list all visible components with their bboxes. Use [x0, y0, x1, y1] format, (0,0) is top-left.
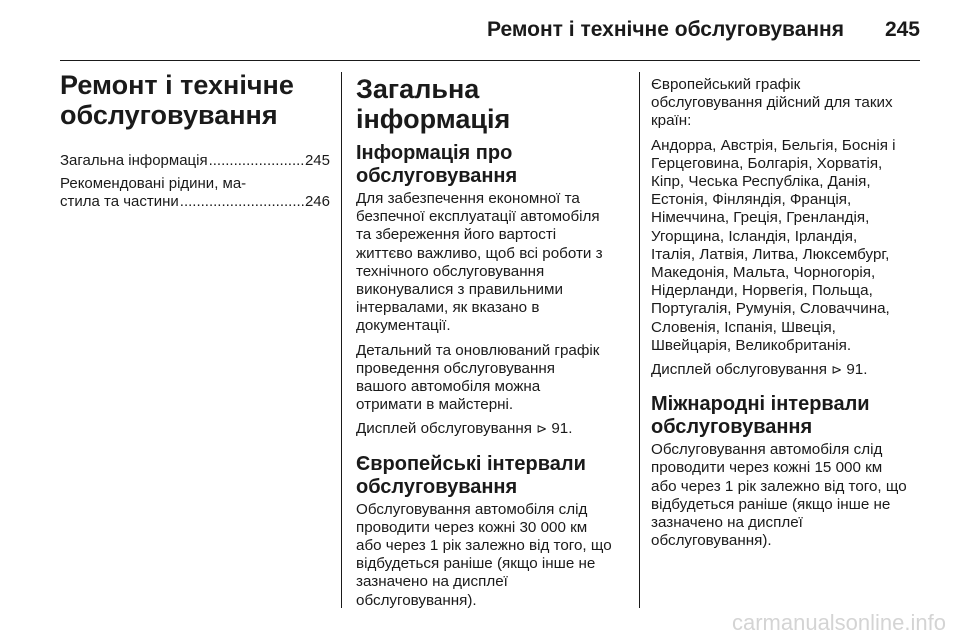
- chapter-title-line: Ремонт і технічне: [60, 70, 294, 100]
- toc-entry-page: 245: [304, 152, 330, 169]
- toc-entry-label: Рекомендовані рідини, ма-: [60, 175, 247, 192]
- section-title: Загальна інформація: [356, 74, 511, 134]
- subsection-title-european-intervals: [356, 453, 628, 499]
- content-column-right: [651, 76, 923, 556]
- column-divider-left: [341, 72, 342, 608]
- paragraph-service-importance: Для забезпечення економної та безпечної експлуатації автомобіля та збереження його вартості життєво важливо, щоб всі роботи з технічного обслуговування виконувалися з правильними інтервалами, як вказано в документації.: [356, 190, 603, 335]
- subsection-title-line: Міжнародні інтервали: [651, 393, 870, 416]
- page-number: 245: [884, 18, 920, 41]
- subsection-title-international-intervals: [651, 393, 923, 439]
- subsection-title-line: Інформація про: [356, 142, 513, 164]
- toc-entry-fluids[interactable]: [60, 175, 330, 211]
- subsection-title-line: обслуговування: [356, 165, 518, 187]
- service-display-reference[interactable]: Дисплей обслуговування ⊳ 91.: [651, 361, 868, 379]
- toc-entry-general-info[interactable]: [60, 152, 330, 170]
- watermark: carmanualsonline.info: [731, 610, 946, 635]
- subsection-title-line: Європейські інтервали: [356, 452, 586, 475]
- chapter-title-line: обслуговування: [60, 100, 278, 130]
- column-divider-right: [639, 72, 640, 608]
- paragraph-european-interval: Обслуговування автомобіля слід проводити через кожні 30 000 км або через 1 рік залежно від того, що відбудеться раніше (якщо інше не зазначено на дисплеї обслуговування).: [356, 500, 612, 609]
- toc-leader: [180, 193, 304, 211]
- subsection-title-line: обслуговування: [356, 475, 518, 498]
- paragraph-european-schedule-intro: Європейський графік обслуговування дійсний для таких країн:: [651, 76, 893, 130]
- chapter-title: [60, 70, 330, 130]
- header-rule: [60, 60, 920, 61]
- toc-entry-page: 246: [304, 193, 330, 210]
- paragraph-service-schedule: Детальний та оновлюваний графік проведення обслуговування вашого автомобіля можна отримати в майстерні.: [356, 341, 600, 414]
- toc-entry-label: Загальна інформація: [60, 152, 208, 169]
- toc-entry-label: стила та частини: [60, 193, 179, 210]
- paragraph-country-list: Андорра, Австрія, Бельгія, Боснія і Герцеговина, Болгарія, Хорватія, Кіпр, Чеська Республіка, Данія, Естонія, Фінляндія, Франція, Німеччина, Греція, Гренландія, Угорщина, Ісландія, Ірландія, Італія, Латвія, Литва, Люксембург, Македонія, Мальта, Чорногорія, Нідерланди, Норвегія, Польща, Португалія, Румунія, Словаччина, Словенія, Іспанія, Швеція, Швейцарія, Великобританія.: [651, 136, 896, 354]
- paragraph-international-interval: Обслуговування автомобіля слід проводити через кожні 15 000 км або через 1 рік залежно від того, що відбудеться раніше (якщо інше не зазначено на дисплеї обслуговування).: [651, 441, 907, 550]
- subsection-title-service-info: [356, 142, 628, 188]
- toc-leader: [209, 152, 304, 170]
- page-reference-icon: ⊳: [831, 362, 843, 378]
- service-display-reference[interactable]: Дисплей обслуговування ⊳ 91.: [356, 420, 573, 438]
- toc-column: [60, 70, 330, 216]
- subsection-title-line: обслуговування: [651, 416, 813, 439]
- page-reference-icon: ⊳: [536, 421, 548, 437]
- running-header-title: Ремонт і технічне обслуговування: [487, 18, 844, 41]
- content-column-middle: [356, 70, 628, 616]
